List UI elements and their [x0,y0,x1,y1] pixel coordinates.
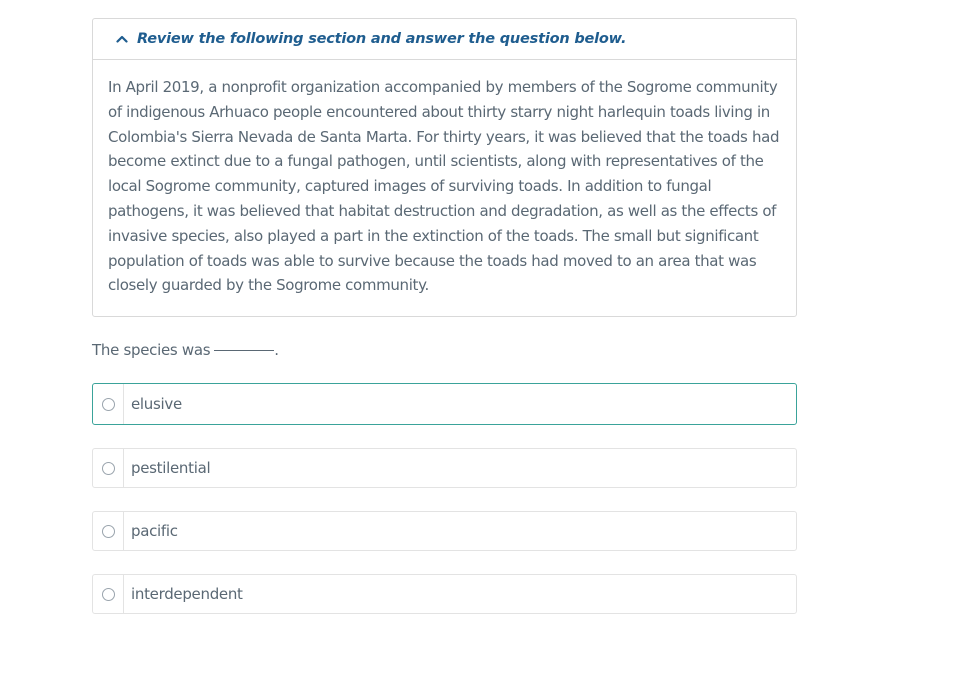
option-label: pestilential [131,459,211,478]
passage-header-text: Review the following section and answer the question below. [137,31,627,47]
chevron-up-icon[interactable] [115,32,129,46]
option-pestilential[interactable] [92,448,797,488]
radio-cell [93,449,124,487]
radio-button[interactable] [102,398,115,411]
passage-toggle[interactable] [93,19,796,60]
radio-cell [93,575,124,613]
answer-blank [214,350,274,351]
radio-button[interactable] [102,588,115,601]
option-elusive[interactable] [92,383,797,425]
question-container [92,18,797,637]
option-label: elusive [131,395,182,414]
option-label: pacific [131,522,178,541]
option-label: interdependent [131,585,243,604]
radio-button[interactable] [102,462,115,475]
passage-panel [92,18,797,317]
passage-text: In April 2019, a nonprofit organization accompanied by members of the Sogrome community of indigenous Arhuaco people encountered about thirty starry night harlequin toads living in Colombia's Sierra Nevada de Santa Marta. For thirty years, it was believed that the toads had become extinct due to a fungal pathogen, until scientists, along with representatives of the local Sogrome community, captured images of surviving toads. In addition to fungal pathogens, it was believed that habitat destruction and degradation, as well as the effects of invasive species, also played a part in the extinction of the toads. The small but significant population of toads was able to survive because the toads had moved to an area that was closely guarded by the Sogrome community. [108,78,780,295]
question-suffix: . [274,341,279,360]
radio-cell [93,384,124,424]
option-interdependent[interactable] [92,574,797,614]
answer-options [92,383,797,614]
option-pacific[interactable] [92,511,797,551]
question-text: The species was [92,341,211,360]
radio-cell [93,512,124,550]
question-prompt [92,341,797,363]
radio-button[interactable] [102,525,115,538]
